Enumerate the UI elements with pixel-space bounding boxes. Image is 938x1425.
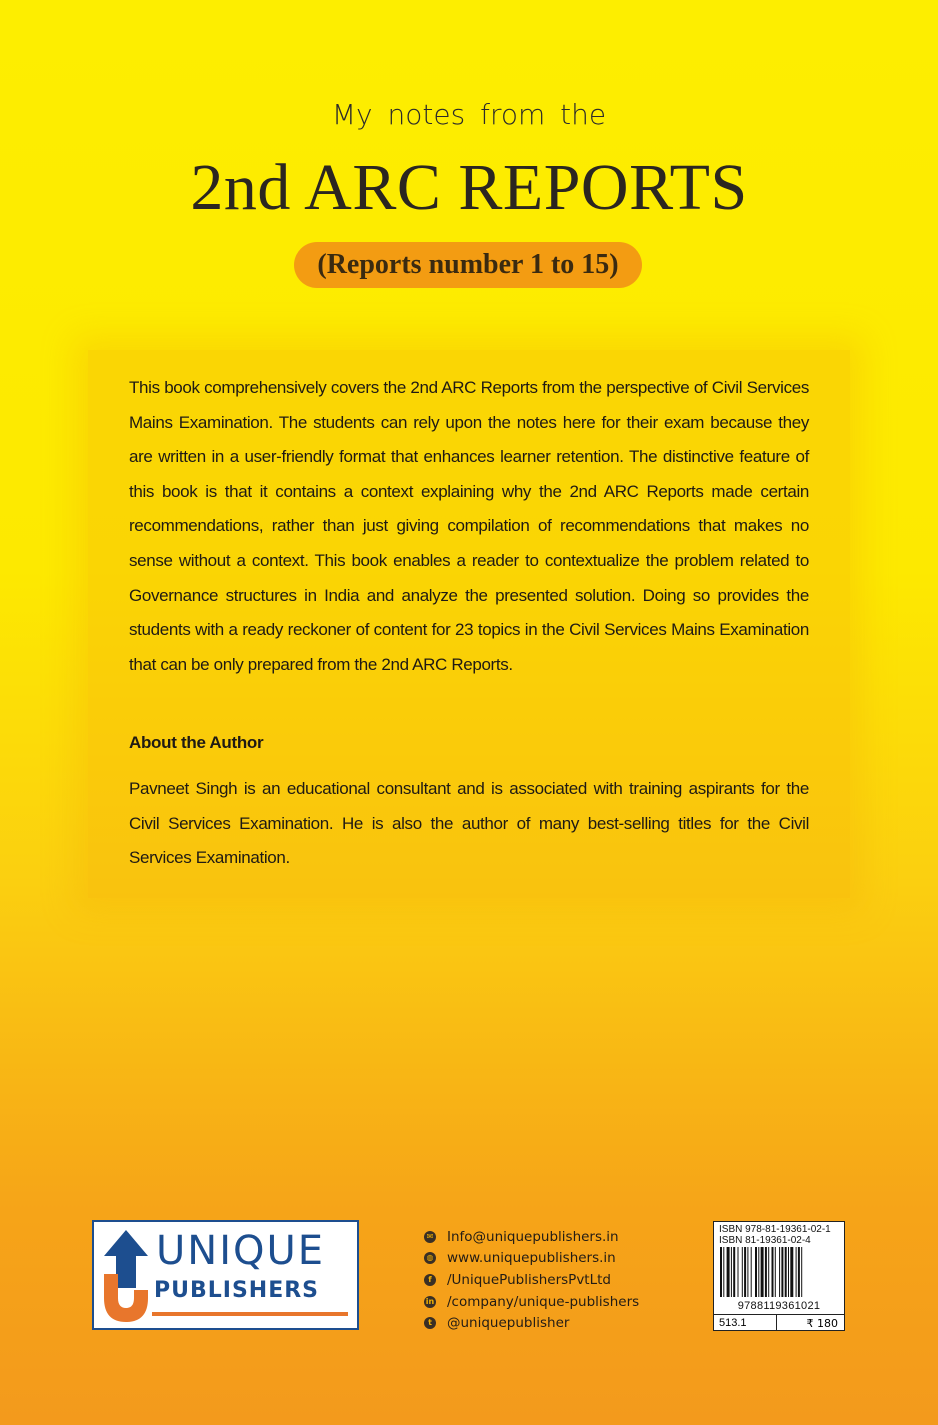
logo-underline [152,1312,348,1316]
contact-facebook[interactable]: /UniquePublishersPvtLtd [447,1271,611,1288]
contact-row-linkedin[interactable] [424,1291,639,1313]
barcode-bars [718,1247,840,1299]
isbn-13: ISBN 978-81-19361-02-1 [719,1224,831,1235]
kicker-text: My notes from the [331,98,607,131]
author-heading: About the Author [129,733,264,752]
facebook-icon: f [424,1274,436,1286]
author-bio: Pavneet Singh is an educational consultant and is associated with training aspirants for the Civil Services Examination. He is also the author of many best-selling titles for the Civil Services Examination. [129,779,809,868]
contact-linkedin[interactable]: /company/unique-publishers [447,1293,640,1310]
book-description: This book comprehensively covers the 2nd ARC Reports from the perspective of Civil Services Mains Examination. The students can rely upon the notes here for their exam because they are written in a user-friendly format that enhances learner retention. The distinctive feature of this book is that it contains a context explaining why the 2nd ARC Reports made certain recommendations, rather than just giving compilation of recommendations that makes no sense without a context. This book enables a reader to contextualize the problem related to Governance structures in India and analyze the presented solution. Doing so provides the students with a ready reckoner of content for 23 topics in the Civil Services Mains Examination that can be only prepared from the 2nd ARC Reports. [129,378,809,674]
classification-code: 513.1 [719,1317,747,1329]
contact-row-twitter[interactable] [424,1312,639,1334]
contact-row-website[interactable] [424,1248,639,1270]
contact-row-facebook[interactable] [424,1269,639,1291]
contact-row-email[interactable] [424,1226,639,1248]
publisher-contacts [424,1226,639,1334]
u-arrow-icon [100,1228,152,1324]
book-title: 2nd ARC REPORTS [190,151,748,224]
barcode-digits: 9788119361021 [737,1300,821,1312]
price-label: ₹ 180 [806,1317,838,1330]
publisher-logo [92,1220,359,1330]
contact-twitter[interactable]: @uniquepublisher [447,1315,570,1332]
globe-icon: ◍ [424,1252,436,1264]
twitter-icon: t [424,1317,436,1329]
email-icon: ✉ [424,1231,436,1243]
linkedin-icon: in [425,1296,435,1306]
isbn-10: ISBN 81-19361-02-4 [719,1235,811,1246]
barcode-box [713,1221,845,1331]
logo-word-unique: UNIQUE [156,1228,326,1274]
subtitle-text: (Reports number 1 to 15) [317,249,619,280]
contact-email[interactable]: Info@uniquepublishers.in [447,1228,619,1245]
contact-website[interactable]: www.uniquepublishers.in [447,1250,616,1267]
logo-word-publishers: PUBLISHERS [154,1278,320,1303]
subtitle-pill [294,242,642,288]
barcode-footer [714,1314,844,1331]
